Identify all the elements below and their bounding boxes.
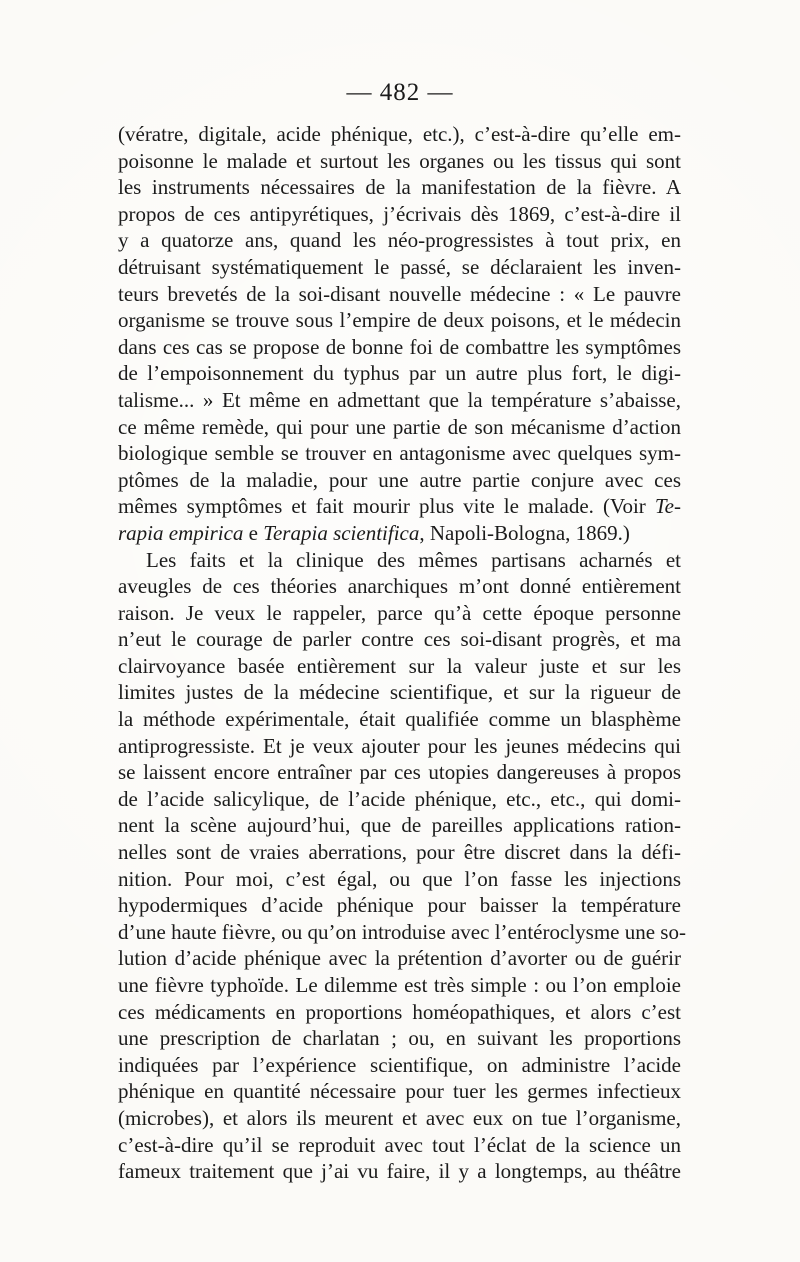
text-line-19: raison. Je veux le rappeler, parce qu’à cette époque personne: [118, 600, 681, 625]
text-line-4: propos de ces antipyrétiques, j’écrivais dès 1869, c’est-à-dire il: [118, 201, 681, 226]
text-line-16: [118, 520, 681, 547]
text-line-23: la méthode expérimentale, était qualifiée comme un blasphème: [118, 707, 681, 732]
text-line-15-main: mêmes symptômes et fait mourir plus vite le malade. (Voir: [118, 494, 655, 519]
text-line-21: clairvoyance basée entièrement sur la valeur juste et sur les: [118, 653, 681, 678]
text-line-14: ptômes de la maladie, pour une autre partie conjure avec ces: [118, 467, 681, 492]
text-line-32: lution d’acide phénique avec la prétention d’avorter ou de guérir: [118, 946, 681, 971]
text-line-1: (vératre, digitale, acide phénique, etc.), c’est-à-dire qu’elle em-: [118, 122, 681, 146]
text-line-24: antiprogressiste. Et je veux ajouter pour les jeunes médecins qui: [118, 733, 681, 758]
text-line-3: les instruments nécessaires de la manifestation de la fièvre. A: [118, 175, 681, 200]
page-number: — 482 —: [346, 79, 454, 106]
text-line-22: limites justes de la médecine scientifique, et sur la rigueur de: [118, 680, 681, 705]
citation-title-2: Terapia scientifica: [263, 520, 420, 545]
text-line-2: poisonne le malade et surtout les organes ou les tissus qui sont: [118, 148, 681, 173]
text-line-11: talisme... » Et même en admettant que la température s’abaisse,: [118, 387, 681, 412]
text-line-15: [118, 493, 681, 520]
text-line-8: organisme se trouve sous l’empire de deux poisons, et le médecin: [118, 308, 681, 333]
text-line-40: fameux traitement que j’ai vu faire, il y a longtemps, au théâtre: [118, 1159, 681, 1184]
text-line-29: nition. Pour moi, c’est égal, ou que l’on fasse les injections: [118, 866, 681, 891]
text-line-6: détruisant systématiquement le passé, se déclaraient les inven-: [118, 254, 681, 279]
text-line-35: une prescription de charlatan ; ou, en suivant les proportions: [118, 1026, 681, 1051]
text-line-37: phénique en quantité nécessaire pour tuer les germes infectieux: [118, 1079, 681, 1104]
text-line-26: de l’acide salicylique, de l’acide phénique, etc., etc., qui domi-: [118, 786, 681, 811]
citation-connector: e: [243, 520, 264, 545]
text-line-28: nelles sont de vraies aberrations, pour être discret dans la défi-: [118, 840, 681, 865]
text-line-36: indiquées par l’expérience scientifique, on administre l’acide: [118, 1052, 681, 1077]
text-line-27: nent la scène aujourd’hui, que de pareilles applications ration-: [118, 813, 681, 838]
text-line-39: c’est-à-dire qu’il se reproduit avec tout l’éclat de la science un: [118, 1132, 681, 1157]
text-line-30: hypodermiques d’acide phénique pour baisser la température: [118, 893, 681, 918]
text-line-7: teurs brevetés de la soi-disant nouvelle médecine : « Le pauvre: [118, 281, 681, 306]
text-line-34: ces médicaments en proportions homéopathiques, et alors c’est: [118, 999, 681, 1024]
text-line-12: ce même remède, qui pour une partie de son mécanisme d’action: [118, 414, 681, 439]
text-line-13: biologique semble se trouver en antagonisme avec quelques sym-: [118, 441, 681, 466]
text-line-15-italic: Te-: [654, 494, 681, 519]
text-line-18: aveugles de ces théories anarchiques m’ont donné entièrement: [118, 574, 681, 599]
text-line-38: (microbes), et alors ils meurent et avec eux on tue l’organisme,: [118, 1105, 681, 1130]
text-line-5: y a quatorze ans, quand les néo-progressistes à tout prix, en: [118, 228, 681, 253]
citation-tail: , Napoli-Bologna, 1869.): [419, 520, 630, 545]
text-line-10: de l’empoisonnement du typhus par un autre plus fort, le digi-: [118, 361, 681, 386]
text-line-33: une fièvre typhoïde. Le dilemme est très simple : ou l’on emploie: [118, 973, 681, 997]
text-line-25: se laissent encore entraîner par ces utopies dangereuses à propos: [118, 760, 681, 785]
text-line-20: n’eut le courage de parler contre ces soi-disant progrès, et ma: [118, 627, 681, 652]
text-line-9: dans ces cas se propose de bonne foi de combattre les symptômes: [118, 334, 681, 359]
text-line-31: d’une haute fièvre, ou qu’on introduise avec l’entéroclysme une so-: [118, 919, 686, 944]
body-text: [118, 121, 686, 1185]
citation-title-1: rapia empirica: [118, 520, 244, 545]
text-line-17: Les faits et la clinique des mêmes partisans acharnés et: [146, 547, 681, 572]
